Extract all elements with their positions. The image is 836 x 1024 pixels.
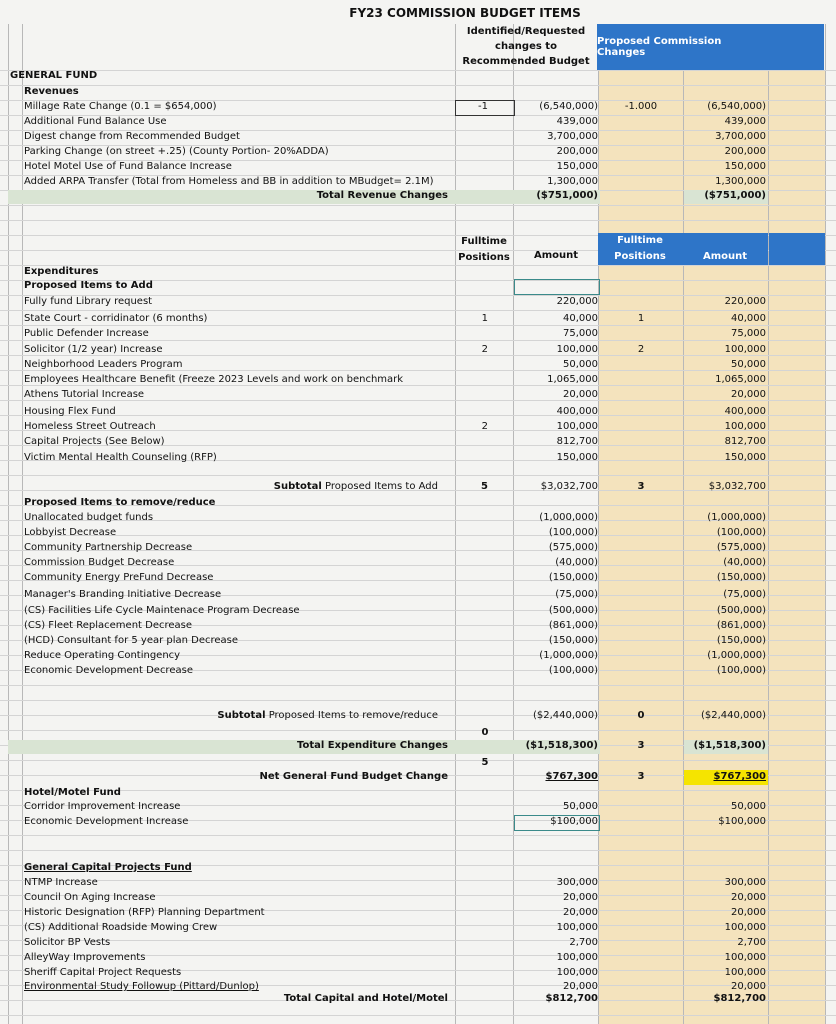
- proposed-amount-cell: (100,000): [716, 527, 766, 538]
- subtotal-add-positions: 5: [481, 481, 488, 492]
- remove-items-row: [0, 620, 836, 635]
- net-change-label: Net General Fund Budget Change: [259, 771, 448, 782]
- amount-cell: 400,000: [556, 406, 598, 417]
- selected-cell[interactable]: [514, 279, 600, 295]
- amount-header-right: Amount: [682, 233, 768, 265]
- fulltime-header-right: [598, 233, 682, 265]
- row-label: (CS) Fleet Replacement Decrease: [24, 620, 193, 631]
- amount-cell: 1,300,000: [547, 176, 598, 187]
- add-items-row: [0, 436, 836, 451]
- amount-cell: 2,700: [569, 937, 598, 948]
- page-title: FY23 COMMISSION BUDGET ITEMS: [349, 6, 581, 20]
- proposed-amount-cell: 150,000: [724, 161, 766, 172]
- revenues-row: [0, 131, 836, 146]
- proposed-amount-cell: (500,000): [716, 605, 766, 616]
- proposed-amount-cell: 300,000: [724, 877, 766, 888]
- total-exp-positions: 3: [637, 740, 645, 751]
- proposed-amount-cell: 20,000: [731, 907, 766, 918]
- revenues-row: [0, 146, 836, 161]
- amount-cell: 20,000: [563, 981, 598, 992]
- row-label: Employees Healthcare Benefit (Freeze 2023 Levels and work on benchmark: [24, 374, 404, 385]
- row-label: Millage Rate Change (0.1 = $654,000): [24, 101, 217, 112]
- revenues-label: Revenues: [24, 86, 79, 97]
- row-label: Community Energy PreFund Decrease: [24, 572, 214, 583]
- capital-items-row: [0, 937, 836, 952]
- general-fund-label: GENERAL FUND: [10, 70, 98, 81]
- capital-items-row: [0, 877, 836, 892]
- net-change-positions: 3: [637, 771, 645, 782]
- subtotal-add-amount: $3,032,700: [540, 481, 598, 492]
- proposed-amount-cell: 20,000: [731, 389, 766, 400]
- row-label: Community Partnership Decrease: [24, 542, 193, 553]
- proposed-amount-cell: 220,000: [724, 296, 766, 307]
- amount-cell: (40,000): [555, 557, 598, 568]
- grid-line-horizontal: [0, 265, 836, 266]
- remove-items-row: [0, 605, 836, 620]
- proposed-amount-cell: (150,000): [716, 635, 766, 646]
- revenues-row: [0, 161, 836, 176]
- proposed-amount-cell: (1,000,000): [707, 512, 766, 523]
- add-items-row: [0, 344, 836, 359]
- remove-items-row: [0, 589, 836, 604]
- amount-cell: 100,000: [556, 967, 598, 978]
- amount-cell: 100,000: [556, 421, 598, 432]
- subtotal-add-amount-proposed: $3,032,700: [708, 481, 766, 492]
- row-label: Environmental Study Followup (Pittard/Dunlop): [24, 981, 259, 992]
- amount-cell: 1,065,000: [547, 374, 598, 385]
- amount-cell: 300,000: [556, 877, 598, 888]
- millage-input-cell[interactable]: [455, 100, 515, 116]
- add-items-row: [0, 359, 836, 374]
- proposed-positions-cell: 1: [637, 313, 645, 324]
- remove-items-row: [0, 635, 836, 650]
- revenues-row: [0, 176, 836, 191]
- row-label: Unallocated budget funds: [24, 512, 154, 523]
- grid-line-horizontal: [0, 700, 836, 701]
- row-label: Economic Development Decrease: [24, 665, 193, 676]
- proposed-amount-cell: 40,000: [731, 313, 766, 324]
- row-label: Manager's Branding Initiative Decrease: [24, 589, 222, 600]
- remove-items-row: [0, 512, 836, 527]
- positions-cell: -1: [478, 101, 488, 112]
- proposed-amount-cell: $100,000: [718, 816, 766, 827]
- amount-cell: 40,000: [563, 313, 598, 324]
- proposed-amount-cell: 20,000: [731, 892, 766, 903]
- row-label: Public Defender Increase: [24, 328, 149, 339]
- total-exp-amount-proposed: ($1,518,300): [693, 740, 766, 751]
- grid-line-horizontal: [0, 475, 836, 476]
- proposed-amount-cell: (861,000): [716, 620, 766, 631]
- amount-cell: 150,000: [556, 161, 598, 172]
- expenditures-label: Expenditures: [24, 266, 99, 277]
- proposed-header-extra: [769, 24, 824, 70]
- proposed-amount-cell: 150,000: [724, 452, 766, 463]
- total-capital-amount-proposed: $812,700: [713, 993, 766, 1004]
- amount-cell: (150,000): [548, 572, 598, 583]
- positions-cell: 2: [481, 421, 488, 432]
- amount-cell: 100,000: [556, 922, 598, 933]
- capital-items-row: [0, 952, 836, 967]
- row-label: Solicitor BP Vests: [24, 937, 111, 948]
- capital-fund-label: General Capital Projects Fund: [24, 862, 192, 873]
- amount-cell: (575,000): [548, 542, 598, 553]
- amount-cell: 150,000: [556, 452, 598, 463]
- net-change-amount: $767,300: [545, 771, 598, 782]
- selected-cell-2[interactable]: [514, 815, 600, 831]
- hotel-items-row: [0, 816, 836, 831]
- grid-line-horizontal: [0, 730, 836, 731]
- grid-line-horizontal: [0, 850, 836, 851]
- capital-items-row: [0, 892, 836, 907]
- proposed-amount-cell: 812,700: [724, 436, 766, 447]
- header-line: Positions: [614, 251, 666, 262]
- remove-items-row: [0, 542, 836, 557]
- amount-cell: (100,000): [548, 665, 598, 676]
- row-label: Athens Tutorial Increase: [24, 389, 145, 400]
- row-label: Homeless Street Outreach: [24, 421, 156, 432]
- grid-line-horizontal: [0, 220, 836, 221]
- subtotal-remove-label: [140, 710, 438, 721]
- row-label: AlleyWay Improvements: [24, 952, 146, 963]
- total-exp-label: Total Expenditure Changes: [296, 740, 448, 751]
- subtotal-remove-row: [0, 710, 836, 725]
- row-label: Additional Fund Balance Use: [24, 116, 167, 127]
- remove-items-row: [0, 572, 836, 587]
- positions-cell: 1: [481, 313, 488, 324]
- remove-items-row: [0, 665, 836, 680]
- proposed-amount-cell: 100,000: [724, 952, 766, 963]
- hotel-fund-label: Hotel/Motel Fund: [24, 787, 121, 798]
- remove-items-row: [0, 527, 836, 542]
- row-label: Lobbyist Decrease: [24, 527, 117, 538]
- proposed-amount-cell: (1,000,000): [707, 650, 766, 661]
- proposed-amount-cell: (150,000): [716, 572, 766, 583]
- proposed-amount-cell: 100,000: [724, 922, 766, 933]
- row-label: Council On Aging Increase: [24, 892, 156, 903]
- subtotal-remove-amount: ($2,440,000): [532, 710, 598, 721]
- row-label: Victim Mental Health Counseling (RFP): [24, 452, 217, 463]
- amount-cell: 812,700: [556, 436, 598, 447]
- grid-line-horizontal: [0, 685, 836, 686]
- net-change-amount-proposed: $767,300: [713, 771, 766, 782]
- identified-header-line: Identified/Requested: [466, 26, 586, 37]
- amount-cell: 439,000: [556, 116, 598, 127]
- positions-cell: 2: [481, 344, 488, 355]
- proposed-positions-cell: -1.000: [624, 101, 658, 112]
- row-label: Reduce Operating Contingency: [24, 650, 181, 661]
- total-revenue-amount: ($751,000): [536, 190, 598, 201]
- proposed-header: Proposed Commission Changes: [597, 24, 769, 70]
- amount-cell: (75,000): [555, 589, 598, 600]
- amount-cell: 100,000: [556, 952, 598, 963]
- proposed-amount-cell: 100,000: [724, 967, 766, 978]
- amount-cell: 20,000: [563, 907, 598, 918]
- revenues-row: [0, 101, 836, 116]
- amount-cell: (1,000,000): [539, 512, 598, 523]
- row-label: Commission Budget Decrease: [24, 557, 175, 568]
- proposed-amount-cell: 400,000: [724, 406, 766, 417]
- add-items-row: [0, 421, 836, 436]
- row-label: Hotel Motel Use of Fund Balance Increase: [24, 161, 232, 172]
- grid-line-horizontal: [0, 835, 836, 836]
- row-label: Parking Change (on street +.25) (County Portion- 20%ADDA): [24, 146, 329, 157]
- proposed-amount-cell: 439,000: [724, 116, 766, 127]
- total-exp-amount: ($1,518,300): [525, 740, 598, 751]
- add-items-row: [0, 328, 836, 343]
- amount-cell: 50,000: [563, 801, 598, 812]
- amount-cell: 50,000: [563, 359, 598, 370]
- subtotal-remove-positions-proposed: 0: [637, 710, 645, 721]
- header-extra: [769, 233, 825, 265]
- proposed-amount-cell: (75,000): [723, 589, 766, 600]
- five-value: 5: [481, 757, 489, 768]
- remove-items-label: Proposed Items to remove/reduce: [24, 497, 216, 508]
- row-label: Historic Designation (RFP) Planning Department: [24, 907, 265, 918]
- amount-cell: 20,000: [563, 389, 598, 400]
- add-items-row: [0, 452, 836, 467]
- total-revenue-label: Total Revenue Changes: [316, 190, 448, 201]
- add-items-row: [0, 296, 836, 311]
- add-items-row: [0, 313, 836, 328]
- subtotal-desc: Proposed Items to Add: [325, 481, 438, 492]
- add-items-label: Proposed Items to Add: [24, 280, 153, 291]
- header-line: Fulltime: [461, 236, 507, 247]
- row-label: Digest change from Recommended Budget: [24, 131, 240, 142]
- capital-items-row: [0, 967, 836, 982]
- proposed-amount-cell: 50,000: [731, 801, 766, 812]
- add-items-row: [0, 406, 836, 421]
- row-label: Housing Flex Fund: [24, 406, 116, 417]
- row-label: (HCD) Consultant for 5 year plan Decrease: [24, 635, 239, 646]
- identified-header-line: Recommended Budget: [462, 56, 590, 67]
- subtotal-add-label: [180, 481, 438, 492]
- amount-cell: 220,000: [556, 296, 598, 307]
- amount-cell: 20,000: [563, 892, 598, 903]
- header-line: Fulltime: [617, 235, 663, 246]
- proposed-amount-cell: (575,000): [716, 542, 766, 553]
- grid-line-horizontal: [0, 1015, 836, 1016]
- row-label: Corridor Improvement Increase: [24, 801, 181, 812]
- row-label: Economic Development Increase: [24, 816, 189, 827]
- grid-line-horizontal: [0, 205, 836, 206]
- subtotal-word: Subtotal: [273, 481, 322, 492]
- amount-cell: 75,000: [563, 328, 598, 339]
- proposed-positions-cell: 2: [637, 344, 645, 355]
- row-label: Fully fund Library request: [24, 296, 153, 307]
- amount-cell: 200,000: [556, 146, 598, 157]
- amount-cell: 3,700,000: [547, 131, 598, 142]
- proposed-amount-cell: 100,000: [724, 344, 766, 355]
- total-capital-label: Total Capital and Hotel/Motel: [283, 993, 448, 1004]
- proposed-amount-cell: 50,000: [731, 359, 766, 370]
- row-label: Solicitor (1/2 year) Increase: [24, 344, 163, 355]
- proposed-amount-cell: (6,540,000): [707, 101, 766, 112]
- grid-line-horizontal: [0, 85, 836, 86]
- identified-header-line: changes to: [495, 41, 557, 52]
- row-label: Neighborhood Leaders Program: [24, 359, 183, 370]
- amount-cell: (6,540,000): [539, 101, 598, 112]
- revenues-row: [0, 116, 836, 131]
- proposed-amount-cell: 20,000: [731, 981, 766, 992]
- amount-cell: $100,000: [550, 816, 598, 827]
- proposed-amount-cell: 1,065,000: [715, 374, 766, 385]
- amount-cell: 100,000: [556, 344, 598, 355]
- fulltime-header-left: [456, 234, 512, 266]
- row-label: State Court - corridinator (6 months): [24, 313, 208, 324]
- hotel-items-row: [0, 801, 836, 816]
- row-label: NTMP Increase: [24, 877, 98, 888]
- subtotal-add-positions-proposed: 3: [637, 481, 645, 492]
- proposed-amount-cell: 1,300,000: [715, 176, 766, 187]
- proposed-amount-cell: 3,700,000: [715, 131, 766, 142]
- total-revenue-amount-proposed: ($751,000): [704, 190, 766, 201]
- capital-items-row: [0, 922, 836, 937]
- proposed-amount-cell: 100,000: [724, 421, 766, 432]
- row-label: (CS) Facilities Life Cycle Maintenace Program Decrease: [24, 605, 300, 616]
- total-capital-row: [0, 993, 836, 1008]
- net-change-row: [0, 771, 836, 786]
- identified-header: [456, 24, 596, 70]
- amount-cell: (100,000): [548, 527, 598, 538]
- total-capital-amount: $812,700: [545, 993, 598, 1004]
- subtotal-add-row: [0, 481, 836, 496]
- row-label: (CS) Additional Roadside Mowing Crew: [24, 922, 218, 933]
- proposed-amount-cell: (40,000): [723, 557, 766, 568]
- total-revenue-row: [0, 190, 836, 205]
- subtotal-word: Subtotal: [217, 710, 266, 721]
- capital-items-row: [0, 907, 836, 922]
- grid-line-horizontal: [0, 70, 836, 71]
- proposed-amount-cell: 2,700: [737, 937, 766, 948]
- header-line: Positions: [458, 252, 510, 263]
- amount-cell: (861,000): [548, 620, 598, 631]
- subtotal-remove-amount-proposed: ($2,440,000): [700, 710, 766, 721]
- grid-line-horizontal: [0, 790, 836, 791]
- amount-cell: (150,000): [548, 635, 598, 646]
- proposed-amount-cell: 200,000: [724, 146, 766, 157]
- remove-items-row: [0, 650, 836, 665]
- amount-cell: (1,000,000): [539, 650, 598, 661]
- subtotal-desc: Proposed Items to remove/reduce: [268, 710, 438, 721]
- zero-value: 0: [481, 727, 489, 738]
- add-items-row: [0, 374, 836, 389]
- amount-header-left: Amount: [533, 250, 579, 261]
- remove-items-row: [0, 557, 836, 572]
- row-label: Capital Projects (See Below): [24, 436, 165, 447]
- row-label: Added ARPA Transfer (Total from Homeless and BB in addition to MBudget= 2.1M): [24, 176, 434, 187]
- add-items-row: [0, 389, 836, 404]
- row-label: Sheriff Capital Project Requests: [24, 967, 182, 978]
- proposed-amount-cell: (100,000): [716, 665, 766, 676]
- amount-cell: (500,000): [548, 605, 598, 616]
- proposed-amount-cell: 75,000: [731, 328, 766, 339]
- grid-line-horizontal: [0, 760, 836, 761]
- total-exp-row: [0, 740, 836, 755]
